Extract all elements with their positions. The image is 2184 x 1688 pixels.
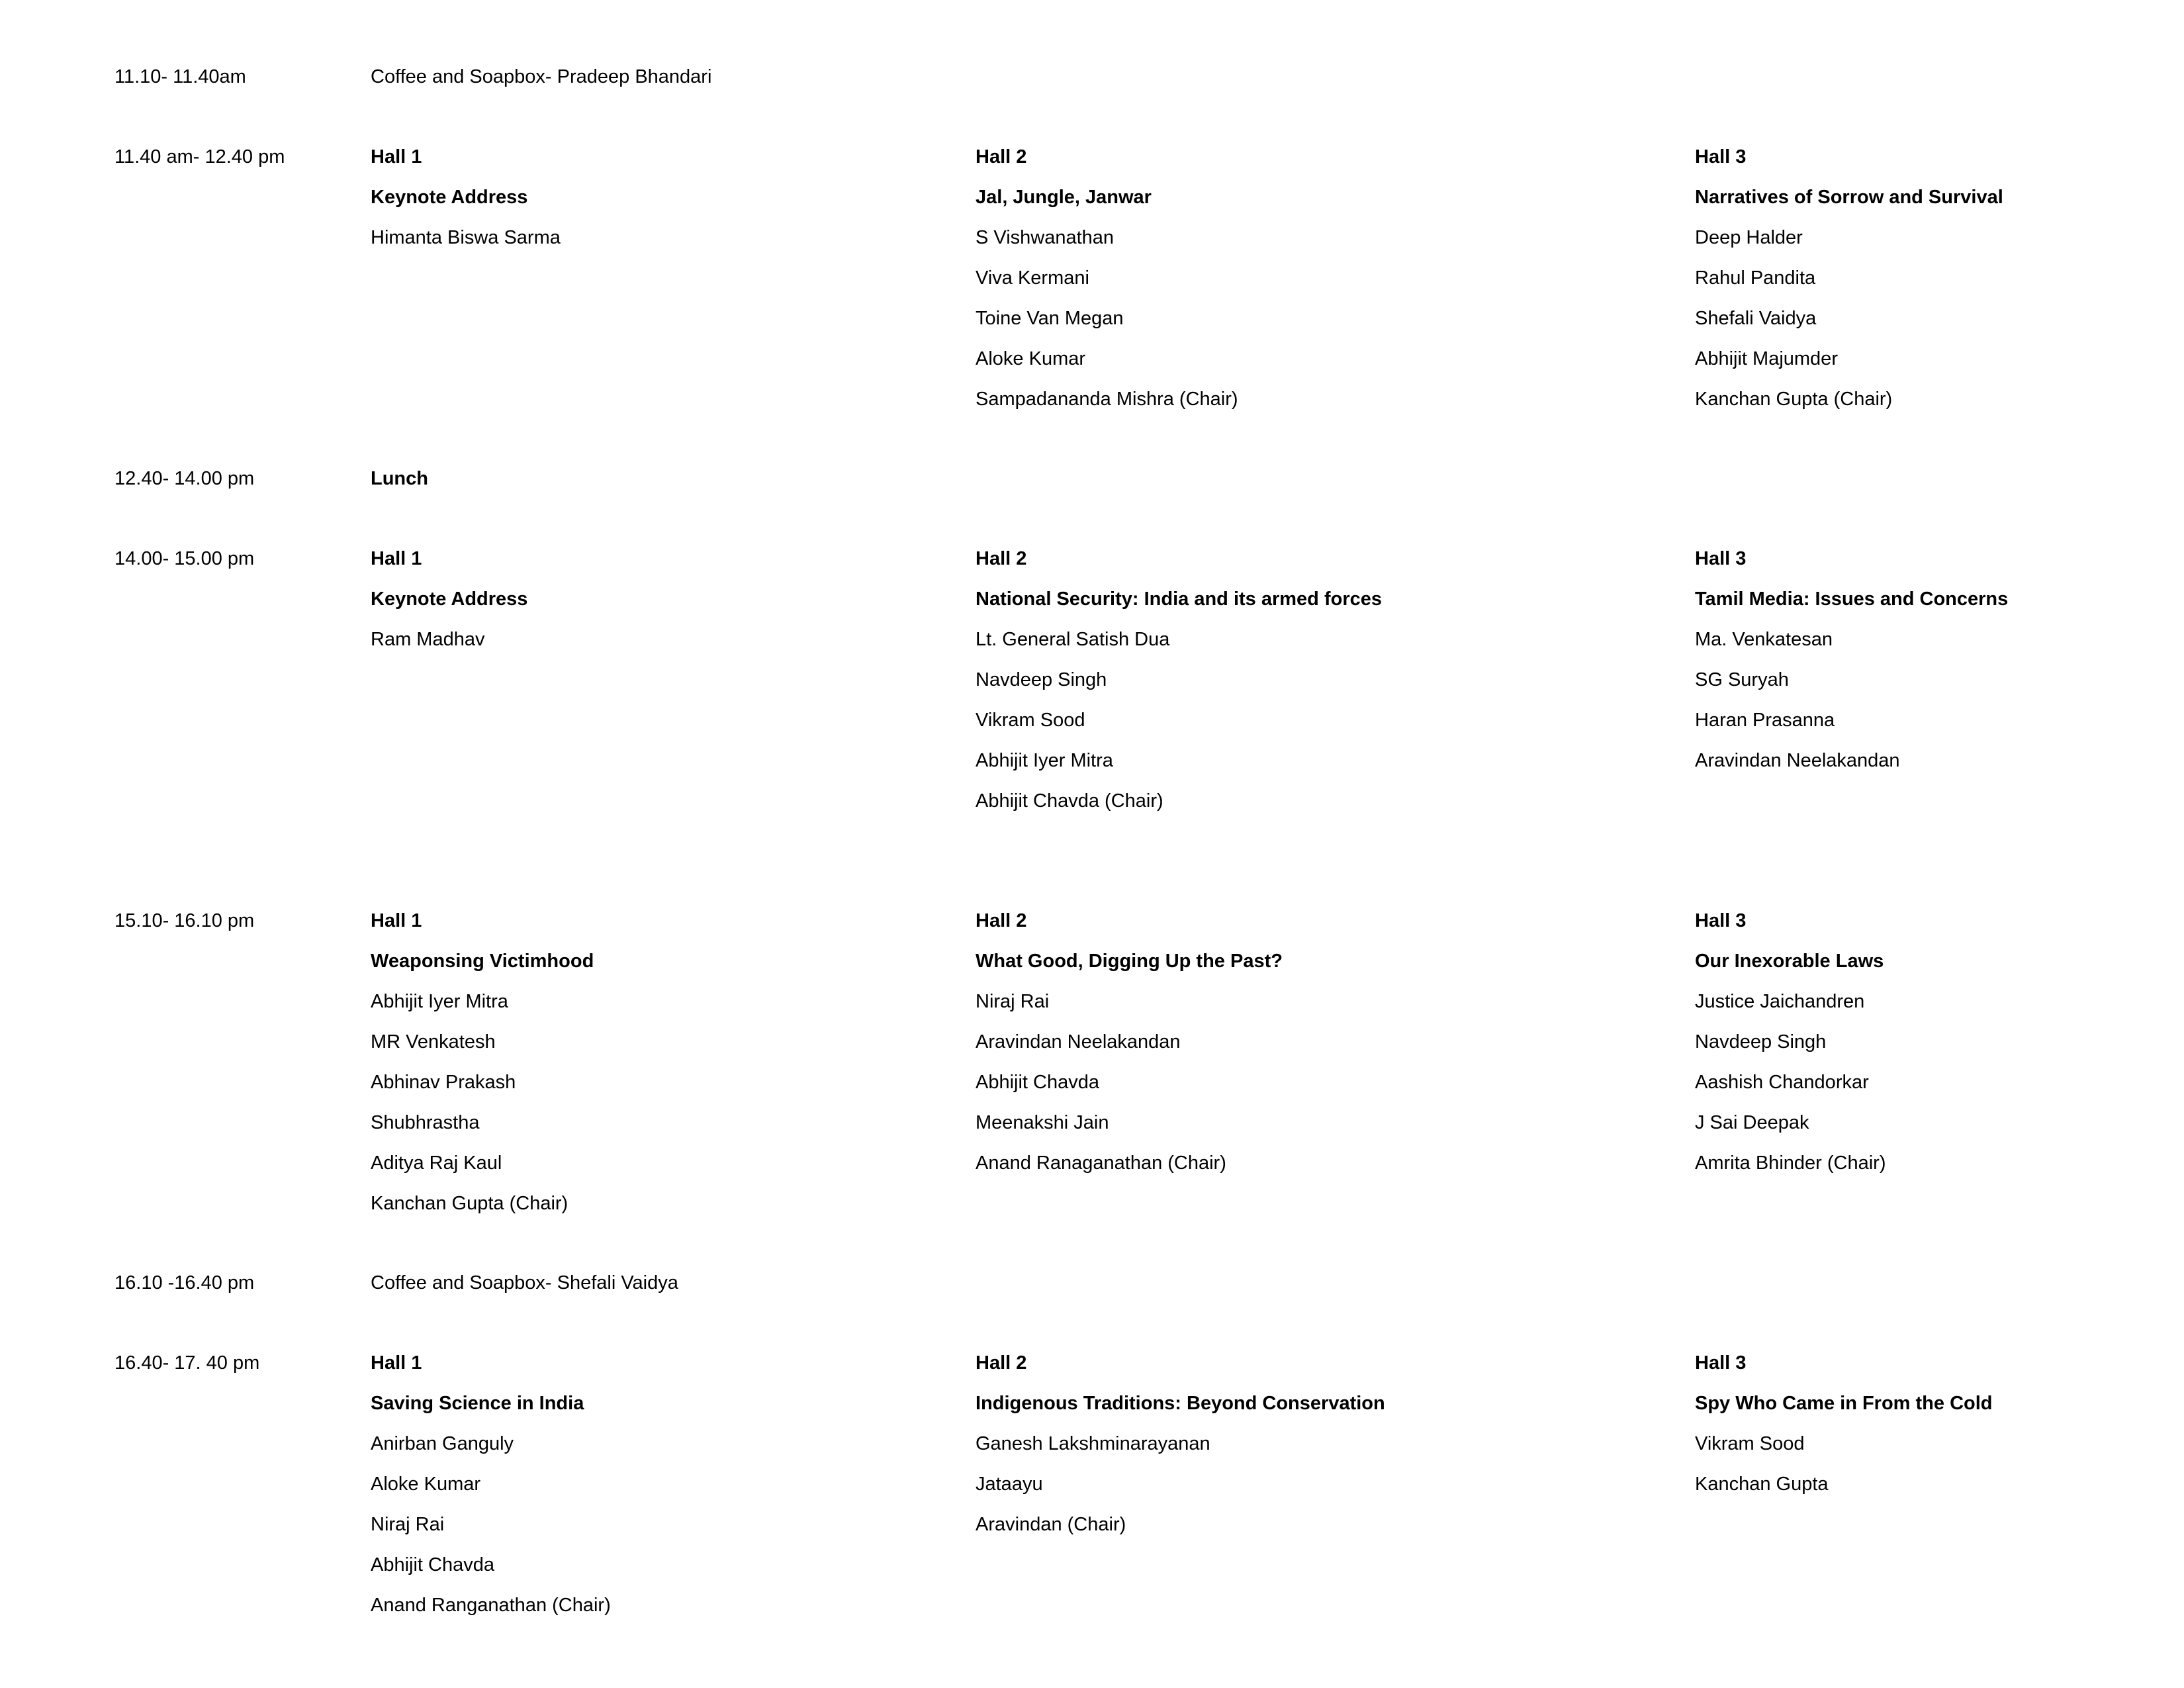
speaker: S Vishwanathan <box>976 227 1115 248</box>
session-title: Keynote Address <box>371 588 528 610</box>
hall-1-column <box>371 539 527 660</box>
hall-2-column <box>976 137 1238 420</box>
speaker: Shubhrastha <box>371 1112 480 1133</box>
speaker: Haran Prasanna <box>1695 710 1835 731</box>
hall-label: Hall 2 <box>976 910 1027 931</box>
time-slot: 11.10- 11.40am <box>114 66 246 87</box>
session-title: Weaponsing Victimhood <box>371 951 594 972</box>
hall-label: Hall 3 <box>1695 146 1747 167</box>
speaker: Aravindan (Chair) <box>976 1514 1126 1535</box>
speaker: Aloke Kumar <box>371 1474 481 1495</box>
speaker: Navdeep Singh <box>1695 1031 1827 1053</box>
speaker: Kanchan Gupta (Chair) <box>371 1193 569 1214</box>
hall-2-column <box>976 1343 1385 1545</box>
speaker: Deep Halder <box>1695 227 1803 248</box>
speaker: Shefali Vaidya <box>1695 308 1817 329</box>
time-slot: 11.40 am- 12.40 pm <box>114 146 285 167</box>
speaker: Abhijit Chavda <box>371 1554 494 1575</box>
speaker: Anirban Ganguly <box>371 1433 514 1454</box>
speaker: Anand Ranganathan (Chair) <box>371 1595 611 1616</box>
hall-2-column <box>976 901 1283 1184</box>
speaker: Kanchan Gupta (Chair) <box>1695 389 1893 410</box>
session-title: What Good, Digging Up the Past? <box>976 951 1283 972</box>
session-title: Spy Who Came in From the Cold <box>1695 1393 1993 1414</box>
speaker: Niraj Rai <box>976 991 1050 1012</box>
hall-label: Hall 1 <box>371 548 422 569</box>
speaker: Navdeep Singh <box>976 669 1107 690</box>
speaker: Aashish Chandorkar <box>1695 1072 1869 1093</box>
speaker: Lt. General Satish Dua <box>976 629 1170 650</box>
break-note: Coffee and Soapbox- Shefali Vaidya <box>371 1272 678 1293</box>
speaker: Abhijit Iyer Mitra <box>371 991 508 1012</box>
session-title: Narratives of Sorrow and Survival <box>1695 187 2003 208</box>
speaker: Amrita Bhinder (Chair) <box>1695 1152 1886 1174</box>
hall-label: Hall 1 <box>371 1352 422 1374</box>
hall-label: Hall 2 <box>976 548 1027 569</box>
speaker: Anand Ranaganathan (Chair) <box>976 1152 1226 1174</box>
hall-3-column <box>1695 137 2003 420</box>
speaker: Sampadananda Mishra (Chair) <box>976 389 1238 410</box>
speaker: Aditya Raj Kaul <box>371 1152 502 1174</box>
speaker: MR Venkatesh <box>371 1031 496 1053</box>
speaker: Aravindan Neelakandan <box>1695 750 1900 771</box>
break-note: Lunch <box>371 468 428 489</box>
hall-2-column <box>976 539 1382 821</box>
speaker: Meenakshi Jain <box>976 1112 1109 1133</box>
speaker: Niraj Rai <box>371 1514 445 1535</box>
speaker: J Sai Deepak <box>1695 1112 1809 1133</box>
speaker: Abhinav Prakash <box>371 1072 516 1093</box>
hall-label: Hall 1 <box>371 146 422 167</box>
time-slot: 16.10 -16.40 pm <box>114 1272 255 1293</box>
hall-3-column <box>1695 539 2008 781</box>
hall-1-column <box>371 901 594 1224</box>
hall-label: Hall 3 <box>1695 1352 1747 1374</box>
speaker: Abhijit Majumder <box>1695 348 1838 369</box>
speaker: SG Suryah <box>1695 669 1789 690</box>
speaker: Himanta Biswa Sarma <box>371 227 561 248</box>
time-slot: 15.10- 16.10 pm <box>114 910 255 931</box>
hall-label: Hall 3 <box>1695 548 1747 569</box>
session-title: Keynote Address <box>371 187 528 208</box>
speaker: Rahul Pandita <box>1695 267 1816 289</box>
time-slot: 16.40- 17. 40 pm <box>114 1352 260 1374</box>
speaker: Ganesh Lakshminarayanan <box>976 1433 1210 1454</box>
speaker: Kanchan Gupta <box>1695 1474 1829 1495</box>
session-title: National Security: India and its armed forces <box>976 588 1382 610</box>
session-title: Jal, Jungle, Janwar <box>976 187 1152 208</box>
speaker: Abhijit Chavda (Chair) <box>976 790 1163 812</box>
hall-1-column <box>371 1343 611 1626</box>
speaker: Aloke Kumar <box>976 348 1086 369</box>
speaker: Abhijit Iyer Mitra <box>976 750 1113 771</box>
hall-label: Hall 3 <box>1695 910 1747 931</box>
speaker: Justice Jaichandren <box>1695 991 1865 1012</box>
speaker: Ma. Venkatesan <box>1695 629 1833 650</box>
session-title: Tamil Media: Issues and Concerns <box>1695 588 2009 610</box>
time-slot: 14.00- 15.00 pm <box>114 548 255 569</box>
hall-3-column <box>1695 901 1886 1184</box>
speaker: Abhijit Chavda <box>976 1072 1099 1093</box>
speaker: Viva Kermani <box>976 267 1089 289</box>
hall-1-column <box>371 137 561 258</box>
hall-label: Hall 1 <box>371 910 422 931</box>
break-note: Coffee and Soapbox- Pradeep Bhandari <box>371 66 712 87</box>
speaker: Vikram Sood <box>1695 1433 1805 1454</box>
hall-label: Hall 2 <box>976 146 1027 167</box>
hall-label: Hall 2 <box>976 1352 1027 1374</box>
hall-3-column <box>1695 1343 1993 1505</box>
speaker: Ram Madhav <box>371 629 485 650</box>
session-title: Our Inexorable Laws <box>1695 951 1884 972</box>
speaker: Vikram Sood <box>976 710 1085 731</box>
speaker: Toine Van Megan <box>976 308 1124 329</box>
session-title: Indigenous Traditions: Beyond Conservation <box>976 1393 1385 1414</box>
time-slot: 12.40- 14.00 pm <box>114 468 255 489</box>
session-title: Saving Science in India <box>371 1393 584 1414</box>
speaker: Jataayu <box>976 1474 1043 1495</box>
speaker: Aravindan Neelakandan <box>976 1031 1181 1053</box>
